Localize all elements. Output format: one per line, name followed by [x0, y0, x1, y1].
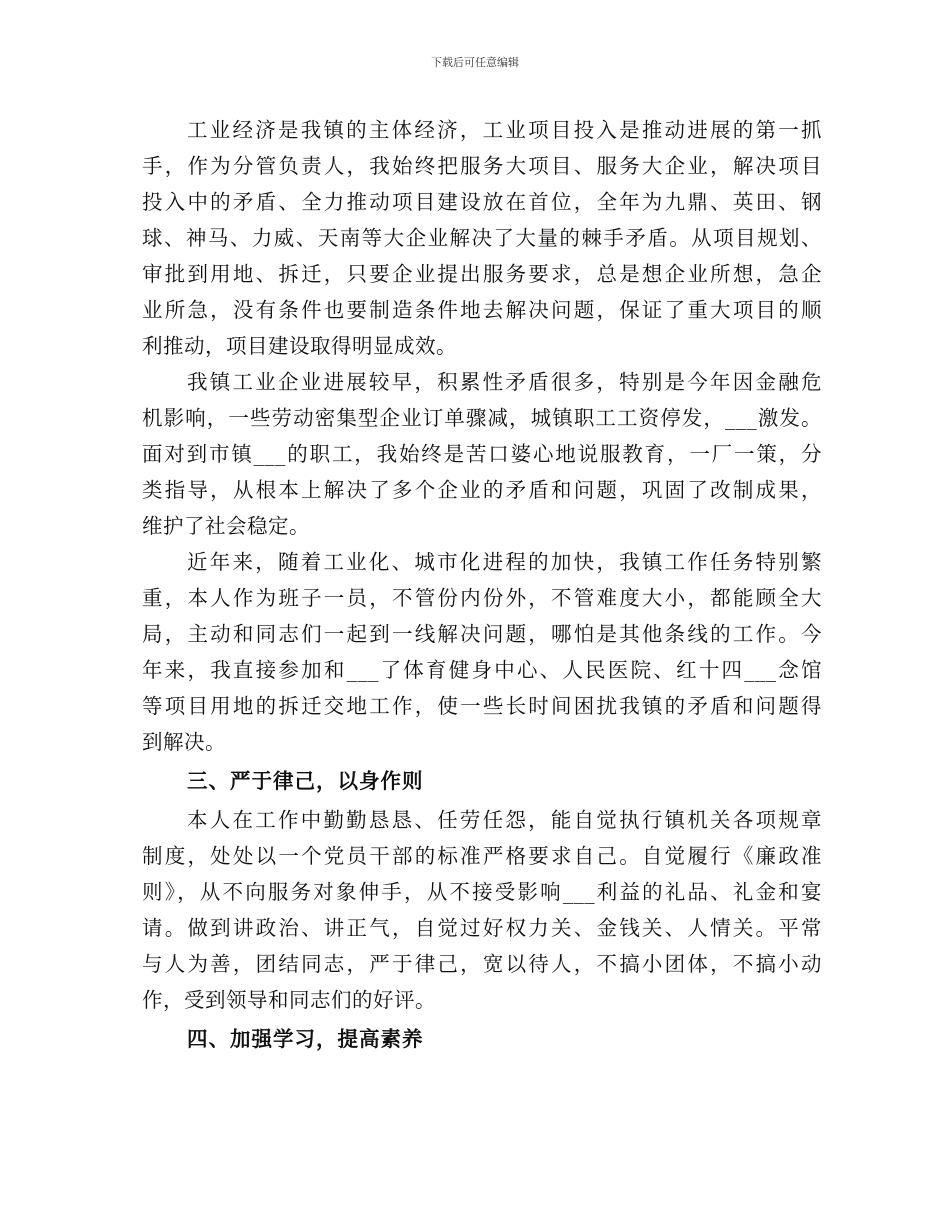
text-line: 本人在工作中勤勤恳恳、任劳任怨，能自觉执行镇机关各项规章	[187, 808, 822, 832]
document-body	[142, 112, 822, 1060]
text-line: 到解决。	[142, 730, 226, 754]
text-line: 局，主动和同志们一起到一线解决问题，哪怕是其他条线的工作。今	[142, 622, 822, 646]
paragraph-industrial-projects	[142, 112, 822, 364]
text-line: 年来，我直接参加和___了体育健身中心、人民医院、红十四___念馆	[142, 658, 822, 682]
text-line: 制度，处处以一个党员干部的标准严格要求自己。自觉履行《廉政准	[142, 844, 822, 868]
paragraph-urbanization-work	[142, 544, 822, 760]
text-line: 利推动，项目建设取得明显成效。	[142, 334, 457, 358]
text-line: 重，本人作为班子一员，不管份内份外，不管难度大小，都能顾全大	[142, 586, 822, 610]
text-line: 与人为善，团结同志，严于律己，宽以待人，不搞小团体，不搞小动	[142, 952, 822, 976]
text-line: 维护了社会稳定。	[142, 514, 310, 538]
text-line: 近年来，随着工业化、城市化进程的加快，我镇工作任务特别繁	[187, 550, 822, 574]
text-line: 请。做到讲政治、讲正气，自觉过好权力关、金钱关、人情关。平常	[142, 916, 822, 940]
section-heading-4: 四、加强学习，提高素养	[187, 1027, 424, 1051]
section-heading-3: 三、严于律己，以身作则	[187, 769, 424, 793]
text-line: 面对到市镇___的职工，我始终是苦口婆心地说服教育，一厂一策，分	[142, 442, 822, 466]
text-line: 审批到用地、拆迁，只要企业提出服务要求，总是想企业所想，急企	[142, 262, 822, 286]
text-line: 球、神马、力威、天南等大企业解决了大量的棘手矛盾。从项目规划、	[142, 226, 822, 250]
text-line: 类指导，从根本上解决了多个企业的矛盾和问题，巩固了改制成果，	[142, 478, 822, 502]
text-line: 手，作为分管负责人，我始终把服务大项目、服务大企业，解决项目	[142, 154, 822, 178]
text-line: 投入中的矛盾、全力推动项目建设放在首位，全年为九鼎、英田、钢	[142, 190, 822, 214]
text-line: 我镇工业企业进展较早，积累性矛盾很多，特别是今年因金融危	[187, 370, 822, 394]
text-line: 业所急，没有条件也要制造条件地去解决问题，保证了重大项目的顺	[142, 298, 822, 322]
text-line: 机影响，一些劳动密集型企业订单骤减，城镇职工工资停发，___激发。	[142, 406, 822, 430]
text-line: 工业经济是我镇的主体经济，工业项目投入是推动进展的第一抓	[187, 118, 822, 142]
text-line: 作，受到领导和同志们的好评。	[142, 988, 436, 1012]
paragraph-self-discipline	[142, 802, 822, 1018]
page-header-note: 下载后可任意编辑	[431, 56, 519, 69]
text-line: 则》，从不向服务对象伸手，从不接受影响___利益的礼品、礼金和宴	[142, 880, 822, 904]
text-line: 等项目用地的拆迁交地工作，使一些长时间困扰我镇的矛盾和问题得	[142, 694, 822, 718]
paragraph-enterprise-conflicts	[142, 364, 822, 544]
